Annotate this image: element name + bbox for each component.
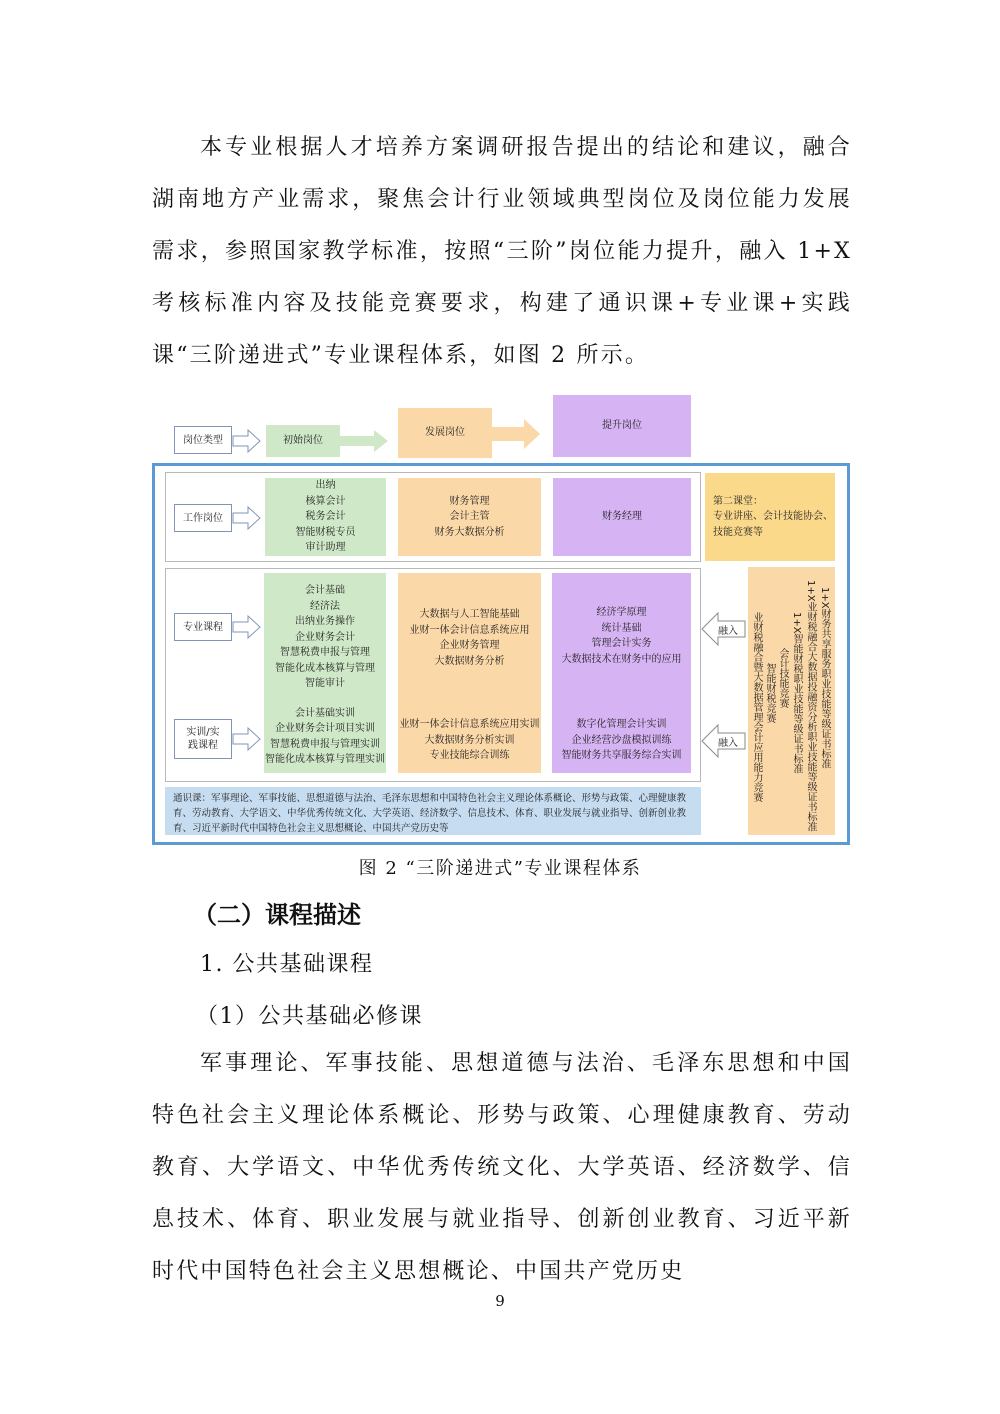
course-develop-box <box>398 573 541 773</box>
certificate-text: 1+X财务共享服务职业技能等级证书标准 <box>819 587 830 769</box>
arrow-icon <box>492 418 542 450</box>
second-class-line: 专业讲座、会计技能协会、 <box>713 511 833 523</box>
second-class-line: 技能竞赛等 <box>713 526 763 538</box>
major-item: 大数据与人工智能基础 <box>419 609 520 620</box>
post-initial: 初始岗位 <box>266 425 340 457</box>
arrow-icon <box>232 428 262 454</box>
major-item: 经济法 <box>310 600 340 612</box>
practice-item: 企业经营沙盘模拟训练 <box>571 734 672 746</box>
work-item: 出纳 <box>315 480 336 492</box>
work-item: 会计主管 <box>449 511 490 523</box>
practice-item: 专业技能综合训练 <box>429 750 510 761</box>
practice-item: 智能财务共享服务综合实训 <box>561 750 682 761</box>
major-item: 智能化成本核算与管理 <box>275 662 375 674</box>
practice-label-text: 实训/实践课程 <box>186 727 220 751</box>
practice-item: 会计基础实训 <box>295 707 355 719</box>
certificate-text: 1+X业财税融合大数据投融资分析职业技能等级证书标准 <box>805 580 816 832</box>
major-item: 出纳业务操作 <box>295 616 355 627</box>
page-number: 9 <box>495 1292 505 1310</box>
major-item: 大数据技术在财务中的应用 <box>561 653 682 665</box>
intro-paragraph: 本专业根据人才培养方案调研报告提出的结论和建议，融合湖南地方产业需求，聚焦会计行业领域典型岗位及岗位能力发展需求，参照国家教学标准，按照“三阶”岗位能力提升，融入 1+X 考核标准内容及技能竞赛要求，构建了通识课+专业课+实践课“三阶递进式”专业课程体系，如图 2 所示。 <box>152 135 852 368</box>
row-label-practice-course <box>174 719 232 759</box>
required-courses-paragraph: 军事理论、军事技能、思想道德与法治、毛泽东思想和中国特色社会主义理论体系概论、形势与政策、心理健康教育、劳动教育、大学语文、中华优秀传统文化、大学英语、经济数学、信息技术、体育、职业发展与就业指导、创新创业教育、习近平新时代中国特色社会主义思想概论、中国共产党历史 <box>152 1051 852 1284</box>
section-heading: （二）课程描述 <box>193 901 361 929</box>
major-item: 企业财务会计 <box>295 631 355 643</box>
work-item: 税务会计 <box>305 511 346 523</box>
major-item: 大数据财务分析 <box>434 655 505 667</box>
subheading-required-courses: （1）公共基础必修课 <box>196 1004 423 1029</box>
competition-text: 会计技能竞赛 <box>777 648 788 708</box>
course-advance-box <box>552 573 691 773</box>
work-item: 智能财税专员 <box>295 526 356 538</box>
competition-text: 智能财税竞赛 <box>764 663 775 723</box>
work-item: 财务经理 <box>602 511 642 523</box>
second-class-line: 第二课堂： <box>713 495 763 507</box>
major-item: 经济学原理 <box>596 607 647 618</box>
major-item: 智慧税费申报与管理 <box>280 647 370 658</box>
major-item: 业财一体会计信息系统应用 <box>409 624 530 636</box>
arrow-icon <box>340 428 390 454</box>
post-advance: 提升岗位 <box>553 395 691 457</box>
practice-item: 数字化管理会计实训 <box>576 719 667 730</box>
second-class-box <box>705 473 835 561</box>
practice-item: 企业财务会计项目实训 <box>275 723 375 734</box>
work-item: 核算会计 <box>305 495 346 507</box>
practice-item: 业财一体会计信息系统应用实训 <box>399 719 540 730</box>
certificate-text: 1+X智能财税职业技能等级证书标准 <box>791 612 802 774</box>
work-item: 财务大数据分析 <box>434 526 505 538</box>
practice-item: 智能化成本核算与管理实训 <box>265 754 385 765</box>
work-advance-box <box>553 478 691 556</box>
major-item: 会计基础 <box>305 585 345 596</box>
arrow-icon <box>232 505 262 531</box>
row-label-major-course: 专业课程 <box>174 613 232 641</box>
practice-item: 大数据财务分析实训 <box>424 734 515 746</box>
competition-text: 业财税融合暨大数据管理会计应用能力竞赛 <box>751 612 762 802</box>
practice-item: 智慧税费申报与管理实训 <box>270 738 380 750</box>
arrow-icon <box>232 614 262 640</box>
major-item: 统计基础 <box>601 622 642 634</box>
post-develop: 发展岗位 <box>398 408 492 458</box>
work-initial-box <box>265 478 386 556</box>
subheading-public-courses: 1. 公共基础课程 <box>200 952 374 977</box>
general-education-box: 通识课：军事理论、军事技能、思想道德与法治、毛泽东思想和中国特色社会主义理论体系概论、形势与政策、心理健康教育、劳动教育、大学语文、中华优秀传统文化、大学英语、经济数学、信息技术、体育、职业发展与就业指导、创新创业教育、习近平新时代中国特色社会主义思想概论、中国共产党历史等 <box>165 787 701 835</box>
integrate-label: 融入 <box>718 625 738 637</box>
arrow-icon <box>232 726 262 752</box>
major-item: 企业财务管理 <box>439 640 500 651</box>
row-label-post-type: 岗位类型 <box>174 426 232 454</box>
work-develop-box <box>398 478 541 556</box>
work-item: 审计助理 <box>305 542 346 554</box>
integrate-label: 融入 <box>718 737 738 749</box>
figure-caption: 图 2 “三阶递进式”专业课程体系 <box>358 858 642 879</box>
row-label-work-post: 工作岗位 <box>174 504 232 532</box>
work-item: 财务管理 <box>449 495 490 507</box>
major-item: 智能审计 <box>305 678 345 689</box>
major-item: 管理会计实务 <box>591 638 652 649</box>
course-initial-box <box>264 573 386 773</box>
